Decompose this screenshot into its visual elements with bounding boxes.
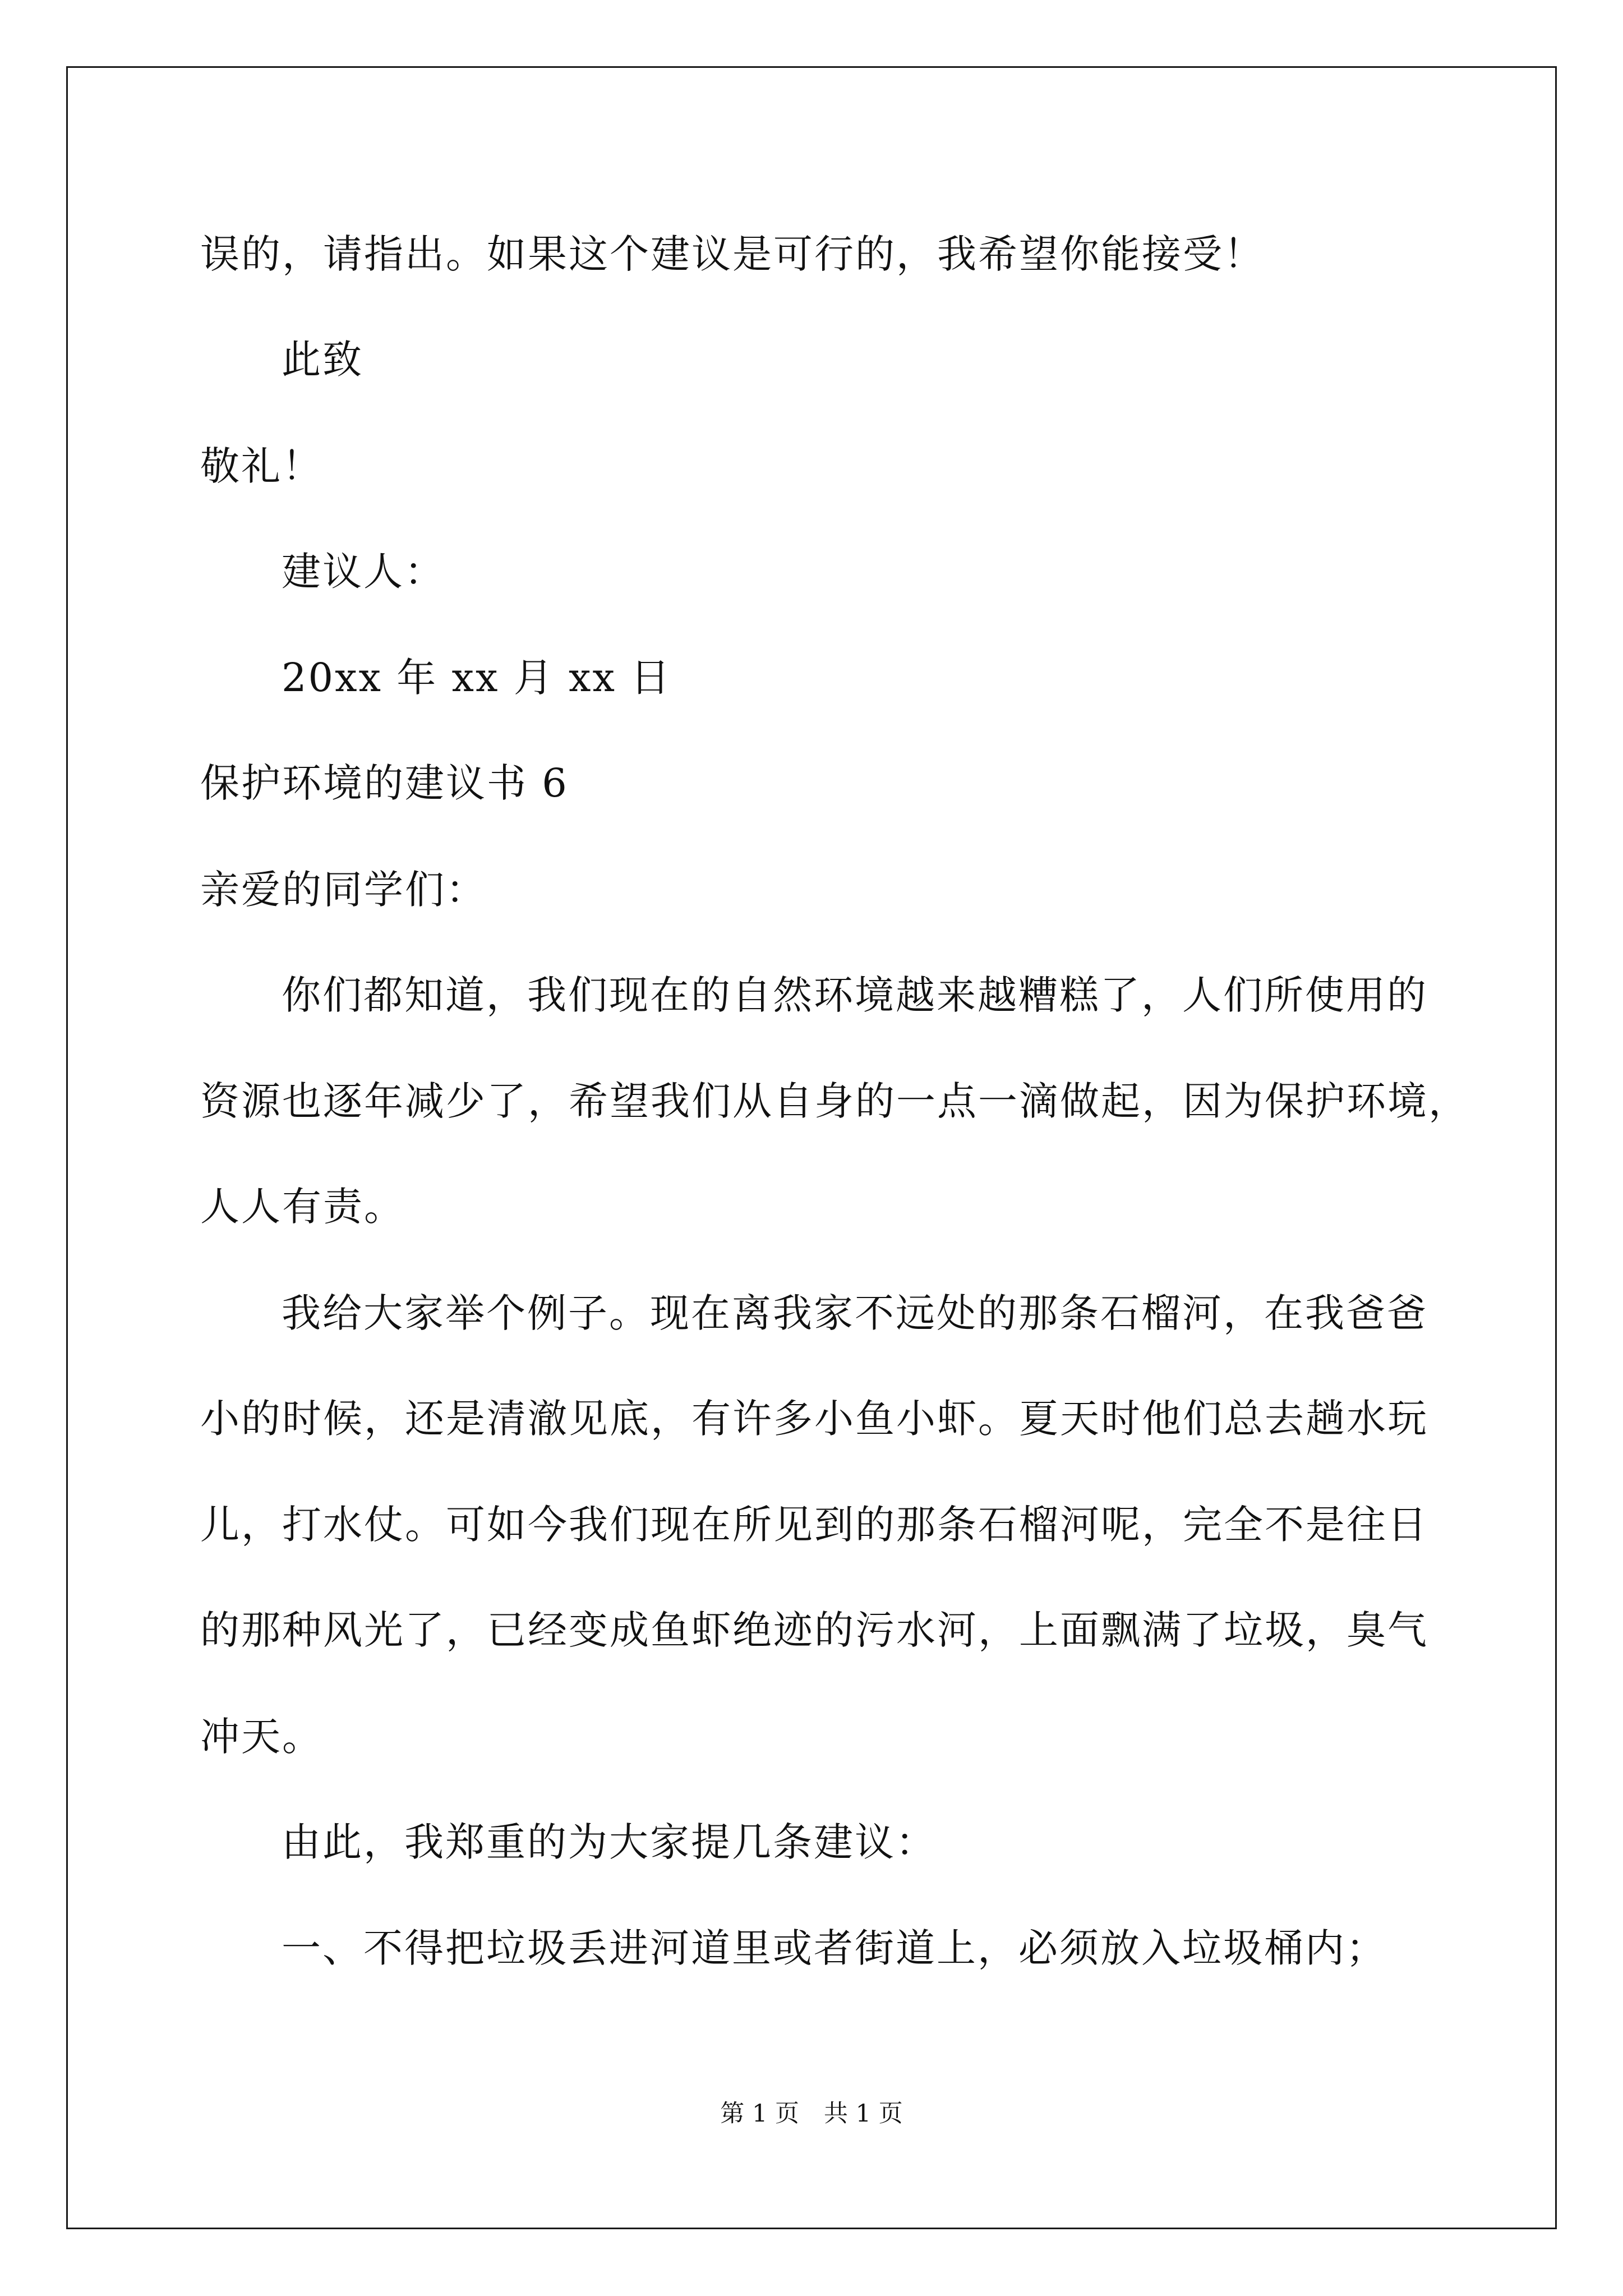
page-footer bbox=[0, 2102, 1623, 2126]
page-total: 共 1 页 bbox=[824, 2100, 903, 2128]
section-title: 保护环境的建议书 6 bbox=[200, 760, 569, 806]
text-line: 人人有责。 bbox=[200, 1184, 405, 1230]
text-line: 儿，打水仗。可如今我们现在所见到的那条石榴河呢，完全不是往日 bbox=[200, 1502, 1428, 1548]
page-number: 第 1 页 bbox=[720, 2100, 799, 2128]
text-line: 小的时候，还是清澈见底，有许多小鱼小虾。夏天时他们总去趟水玩 bbox=[200, 1396, 1428, 1442]
text-line: 资源也逐年减少了，希望我们从自身的一点一滴做起，因为保护环境， bbox=[200, 1078, 1469, 1124]
closing-regards: 敬礼！ bbox=[200, 443, 323, 489]
text-line: 误的，请指出。如果这个建议是可行的，我希望你能接受！ bbox=[200, 231, 1265, 277]
text-line: 我给大家举个例子。现在离我家不远处的那条石榴河，在我爸爸 bbox=[282, 1290, 1428, 1336]
text-line: 的那种风光了，已经变成鱼虾绝迹的污水河，上面飘满了垃圾，臭气 bbox=[200, 1607, 1428, 1653]
date-line: 20xx 年 xx 月 xx 日 bbox=[282, 655, 672, 701]
closing-salutation: 此致 bbox=[282, 337, 363, 383]
signature-label: 建议人： bbox=[282, 549, 445, 595]
text-line: 由此，我郑重的为大家提几条建议： bbox=[282, 1819, 937, 1865]
page-border bbox=[66, 66, 1557, 2229]
text-line: 你们都知道，我们现在的自然环境越来越糟糕了，人们所使用的 bbox=[282, 972, 1428, 1018]
greeting: 亲爱的同学们： bbox=[200, 867, 487, 913]
text-line: 一、不得把垃圾丢进河道里或者街道上，必须放入垃圾桶内； bbox=[282, 1925, 1387, 1971]
text-line: 冲天。 bbox=[200, 1714, 323, 1760]
